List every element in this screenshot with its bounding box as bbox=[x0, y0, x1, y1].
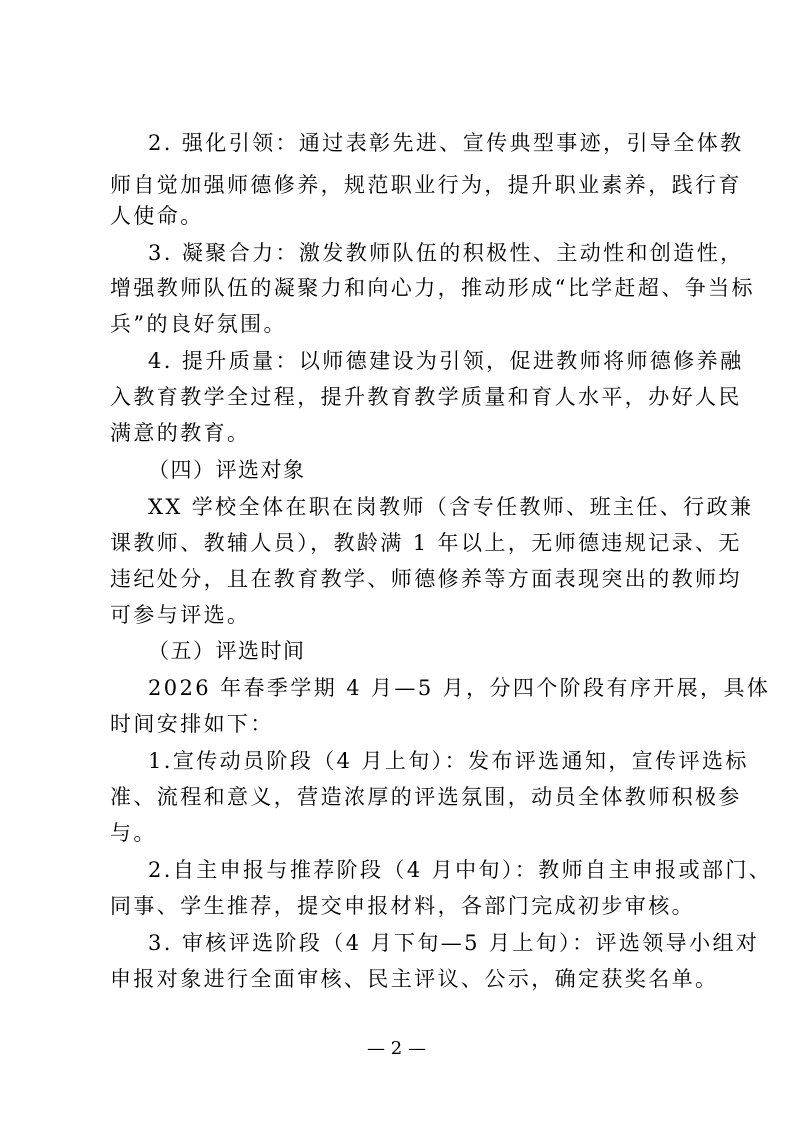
paragraph-line: 兵”的良好氛围。 bbox=[110, 312, 287, 336]
paragraph-line: 增强教师队伍的凝聚力和向心力，推动形成“比学赶超、争当标 bbox=[110, 276, 755, 300]
paragraph-line: 人使命。 bbox=[110, 204, 204, 228]
paragraph-line: 2. 强化引领：通过表彰先进、宣传典型事迹，引导全体教 bbox=[148, 131, 744, 155]
paragraph-line: 师自觉加强师德修养，规范职业行为，提升职业素养，践行育 bbox=[110, 173, 742, 197]
section-heading: （五）评选时间 bbox=[148, 639, 306, 663]
page-number: — 2 — bbox=[367, 1038, 426, 1059]
section-heading: （四）评选对象 bbox=[148, 458, 306, 482]
paragraph-line: 申报对象进行全面审核、民主评议、公示，确定获奖名单。 bbox=[110, 967, 719, 991]
paragraph-line: 违纪处分，且在教育教学、师德修养等方面表现突出的教师均 bbox=[110, 567, 742, 591]
paragraph-line: 课教师、教辅人员），教龄满 1 年以上，无师德违规记录、无 bbox=[110, 531, 742, 555]
paragraph-line: 3. 审核评选阶段（4 月下旬—5 月上旬）：评选领导小组对 bbox=[148, 931, 760, 955]
paragraph-line: 2026 年春季学期 4 月—5 月，分四个阶段有序开展，具体 bbox=[148, 676, 771, 700]
paragraph-line: 同事、学生推荐，提交申报材料，各部门完成初步审核。 bbox=[110, 894, 695, 918]
paragraph-line: 4. 提升质量：以师德建设为引领，促进教师将师德修养融 bbox=[148, 349, 744, 373]
paragraph-line: 3. 凝聚合力：激发教师队伍的积极性、主动性和创造性， bbox=[148, 241, 744, 265]
paragraph-line: 时间安排如下： bbox=[110, 712, 274, 736]
paragraph-line: 与。 bbox=[110, 821, 157, 845]
paragraph-line: 2.自主申报与推荐阶段（4 月中旬）：教师自主申报或部门、 bbox=[148, 858, 773, 882]
paragraph-line: 入教育教学全过程，提升教育教学质量和育人水平，办好人民 bbox=[110, 385, 742, 409]
paragraph-line: 1.宣传动员阶段（4 月上旬）：发布评选通知，宣传评选标 bbox=[148, 749, 749, 773]
paragraph-line: 可参与评选。 bbox=[110, 603, 251, 627]
paragraph-line: 准、流程和意义，营造浓厚的评选氛围，动员全体教师积极参 bbox=[110, 785, 742, 809]
paragraph-line: XX 学校全体在职在岗教师（含专任教师、班主任、行政兼 bbox=[148, 495, 754, 519]
paragraph-line: 满意的教育。 bbox=[110, 421, 251, 445]
